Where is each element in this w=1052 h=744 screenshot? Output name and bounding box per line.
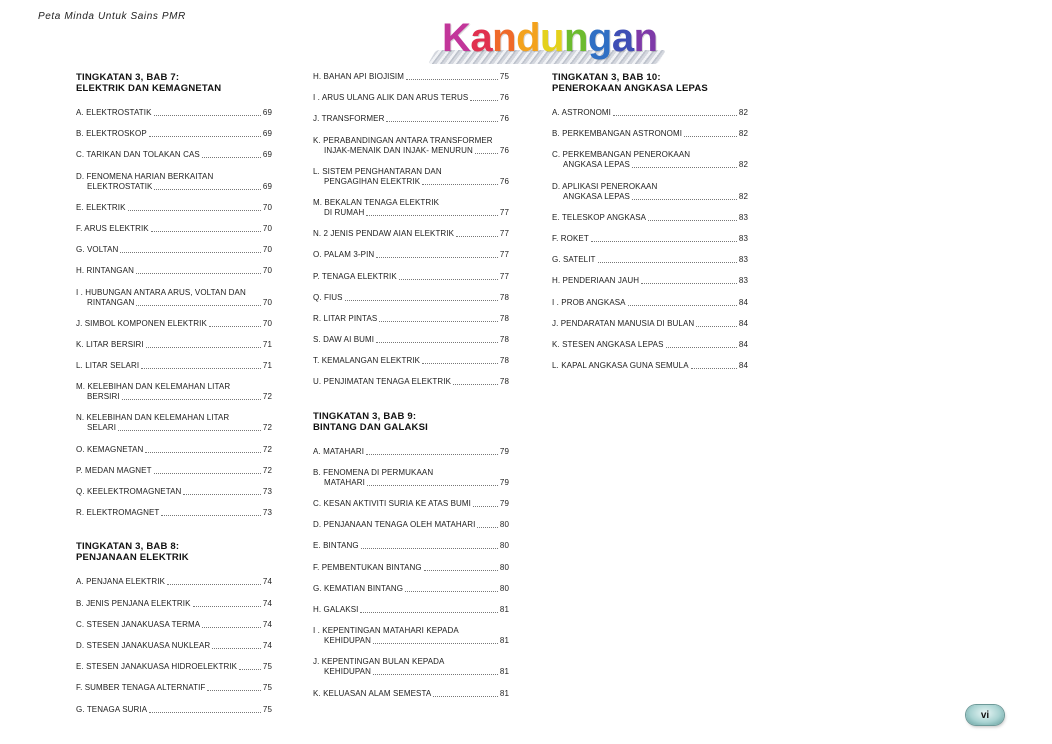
toc-entry-title: J. TRANSFORMER: [313, 114, 385, 124]
toc-entry-title: I . ARUS ULANG ALIK DAN ARUS TERUS: [313, 93, 469, 103]
toc-entry-title: A. ELEKTROSTATIK: [76, 108, 152, 117]
toc-list-bab-9: [313, 447, 509, 699]
toc-entry-page-number: 74: [262, 577, 272, 587]
toc-entry-page-number: 76: [499, 176, 509, 186]
dot-leader: [648, 219, 737, 221]
toc-entry[interactable]: [552, 182, 748, 202]
toc-entry[interactable]: [76, 413, 272, 433]
toc-entry[interactable]: [313, 563, 509, 573]
toc-entry-title: G. VOLTAN: [76, 245, 119, 255]
toc-entry-page-number: 82: [738, 108, 748, 117]
dot-leader: [149, 711, 261, 713]
toc-entry[interactable]: [76, 245, 272, 255]
toc-entry[interactable]: [313, 93, 509, 103]
toc-entry-title: M. KELEBIHAN DAN KELEMAHAN LITAR: [76, 382, 231, 392]
toc-entry-page-number: 77: [499, 229, 509, 239]
toc-entry-page-number: 84: [738, 297, 748, 307]
toc-entry[interactable]: [313, 541, 509, 551]
toc-entry-page-number: 70: [262, 245, 272, 255]
toc-entry-title-continued: MATAHARI: [324, 477, 365, 487]
toc-entry-title: H. PENDERIAAN JAUH: [552, 276, 640, 286]
toc-entry[interactable]: [313, 499, 509, 509]
toc-entry-title: H. RINTANGAN: [76, 266, 134, 276]
toc-entry-title: L. KAPAL ANGKASA GUNA SEMULA: [552, 361, 689, 371]
toc-entry[interactable]: [76, 599, 272, 609]
dot-leader: [239, 668, 261, 670]
toc-entry-title: C. TARIKAN DAN TOLAKAN CAS: [76, 150, 200, 160]
toc-list-bab-8-part-1: [76, 577, 272, 714]
dot-leader: [598, 261, 737, 263]
section-heading-bab-8: TINGKATAN 3, BAB 8: PENJANAAN ELEKTRIK: [76, 541, 189, 564]
toc-entry-page-number: 69: [262, 129, 272, 139]
toc-entry-title: K. PERABANDINGAN ANTARA TRANSFORMER: [313, 135, 493, 145]
toc-entry-page-number: 77: [499, 250, 509, 260]
dot-leader: [473, 505, 498, 507]
toc-entry[interactable]: [552, 276, 748, 286]
toc-entry[interactable]: [76, 319, 272, 329]
dot-leader: [666, 346, 737, 348]
dot-leader: [591, 240, 737, 242]
toc-entry[interactable]: [76, 108, 272, 118]
section-heading-bab-9: TINGKATAN 3, BAB 9: BINTANG DAN GALAKSI: [313, 410, 428, 433]
toc-entry[interactable]: [76, 620, 272, 630]
toc-entry-title: K. KELUASAN ALAM SEMESTA: [313, 688, 432, 698]
toc-entry-title: U. PENJIMATAN TENAGA ELEKTRIK: [313, 377, 452, 387]
dot-leader: [154, 188, 260, 190]
title-text: [442, 16, 658, 60]
toc-entry-page-number: 81: [499, 667, 509, 677]
toc-entry-title: I . HUBUNGAN ANTARA ARUS, VOLTAN DAN: [76, 287, 246, 297]
dot-leader: [146, 346, 261, 348]
toc-entry[interactable]: [313, 605, 509, 615]
toc-entry-title: F. ARUS ELEKTRIK: [76, 223, 149, 233]
toc-entry-page-number: 81: [499, 636, 509, 646]
toc-entry[interactable]: [552, 129, 748, 139]
toc-entry[interactable]: [313, 198, 509, 218]
toc-entry-page-number: 77: [499, 271, 509, 281]
toc-entry-page-number: 76: [499, 145, 509, 155]
toc-entry-title-continued: ELEKTROSTATIK: [87, 181, 153, 191]
title-letter: d: [516, 16, 541, 60]
dot-leader: [613, 114, 737, 116]
toc-entry-title: J. KEPENTINGAN BULAN KEPADA: [313, 657, 445, 667]
dot-leader: [207, 689, 260, 691]
toc-entry[interactable]: [313, 520, 509, 530]
toc-entry[interactable]: [76, 172, 272, 192]
toc-entry-title-continued: KEHIDUPAN: [324, 636, 371, 646]
toc-entry-title: C. KESAN AKTIVITI SURIA KE ATAS BUMI: [313, 499, 472, 508]
dot-leader: [399, 278, 498, 280]
dot-leader: [366, 453, 498, 455]
toc-entry-page-number: 75: [262, 683, 272, 693]
toc-entry-page-number: 80: [499, 562, 509, 572]
section-heading-bab-7: TINGKATAN 3, BAB 7: ELEKTRIK DAN KEMAGNETAN: [76, 72, 222, 94]
toc-entry[interactable]: [76, 266, 272, 276]
toc-entry-title: M. BEKALAN TENAGA ELEKTRIK: [313, 197, 440, 207]
toc-entry[interactable]: [313, 626, 509, 646]
toc-entry[interactable]: [76, 361, 272, 371]
toc-entry[interactable]: [76, 641, 272, 651]
dot-leader: [406, 78, 498, 80]
toc-entry-page-number: 80: [499, 583, 509, 593]
toc-entry-title: B. ELEKTROSKOP: [76, 129, 147, 139]
toc-entry-title: D. APLIKASI PENEROKAAN: [552, 181, 658, 191]
toc-entry[interactable]: [313, 377, 509, 387]
toc-entry[interactable]: [76, 288, 272, 308]
toc-entry-title: J. PENDARATAN MANUSIA DI BULAN: [552, 318, 695, 328]
toc-entry-title: L. LITAR SELARI: [76, 361, 140, 371]
toc-entry-title-continued: INJAK-MENAIK DAN INJAK- MENURUN: [324, 145, 473, 155]
toc-entry-page-number: 78: [499, 377, 509, 387]
toc-list-bab-7: [76, 108, 272, 518]
dot-leader: [477, 526, 497, 528]
toc-entry-page-number: 83: [738, 233, 748, 243]
dot-leader: [379, 320, 498, 322]
toc-entry-page-number: 72: [262, 392, 272, 402]
page-title: [418, 16, 678, 68]
toc-column-2: [313, 72, 509, 710]
toc-entry-page-number: 81: [499, 604, 509, 614]
toc-entry-page-number: 82: [738, 191, 748, 201]
toc-entry-title-continued: ANGKASA LEPAS: [563, 191, 630, 201]
toc-entry-page-number: 79: [499, 499, 509, 508]
toc-entry-page-number: 76: [499, 93, 509, 103]
dot-leader: [360, 611, 497, 613]
toc-entry[interactable]: [76, 340, 272, 350]
toc-entry-title: K. STESEN ANGKASA LEPAS: [552, 339, 664, 349]
toc-entry-title: P. TENAGA ELEKTRIK: [313, 271, 397, 281]
toc-entry-title: H. BAHAN API BIOJISIM: [313, 72, 405, 81]
toc-entry-page-number: 78: [499, 292, 509, 302]
toc-entry-page-number: 76: [499, 114, 509, 124]
dot-leader: [345, 299, 498, 301]
toc-entry-page-number: 84: [738, 318, 748, 328]
dot-leader: [424, 569, 498, 571]
toc-entry-page-number: 82: [738, 129, 748, 139]
toc-entry-page-number: 79: [499, 477, 509, 487]
dot-leader: [632, 198, 737, 200]
toc-entry[interactable]: [552, 150, 748, 170]
toc-entry[interactable]: [76, 705, 272, 715]
dot-leader: [202, 156, 261, 158]
dot-leader: [628, 304, 737, 306]
dot-leader: [154, 472, 261, 474]
toc-entry-title: F. PEMBENTUKAN BINTANG: [313, 562, 422, 572]
toc-entry-page-number: 70: [262, 266, 272, 276]
dot-leader: [632, 166, 737, 168]
toc-entry[interactable]: [313, 356, 509, 366]
toc-entry-page-number: 79: [499, 446, 509, 456]
dot-leader: [149, 135, 261, 137]
toc-entry-page-number: 73: [262, 508, 272, 518]
toc-entry[interactable]: [552, 361, 748, 371]
toc-entry-page-number: 72: [262, 423, 272, 433]
toc-entry-title: N. 2 JENIS PENDAW AIAN ELEKTRIK: [313, 229, 455, 239]
toc-entry-page-number: 80: [499, 541, 509, 551]
running-head: Peta Minda Untuk Sains PMR: [38, 11, 186, 22]
dot-leader: [209, 325, 261, 327]
toc-entry-page-number: 81: [499, 688, 509, 698]
title-letter: u: [540, 16, 564, 60]
title-letter: n: [633, 16, 658, 60]
toc-entry[interactable]: [313, 314, 509, 324]
toc-entry-title: T. KEMALANGAN ELEKTRIK: [313, 356, 421, 366]
dot-leader: [376, 256, 498, 258]
toc-entry[interactable]: [76, 577, 272, 587]
toc-entry-page-number: 74: [262, 619, 272, 629]
dot-leader: [386, 120, 497, 122]
toc-entry-title-continued: RINTANGAN: [87, 297, 135, 307]
toc-entry-title-continued: SELARI: [87, 423, 117, 433]
toc-entry[interactable]: [76, 382, 272, 402]
toc-entry-title: P. MEDAN MAGNET: [76, 465, 152, 475]
toc-entry-title: D. STESEN JANAKUASA NUKLEAR: [76, 640, 211, 650]
toc-entry[interactable]: [313, 293, 509, 303]
toc-entry-title: D. FENOMENA HARIAN BERKAITAN: [76, 171, 214, 181]
dot-leader: [684, 135, 737, 137]
toc-entry-title: B. JENIS PENJANA ELEKTRIK: [76, 598, 191, 608]
toc-entry[interactable]: [313, 468, 509, 488]
toc-entry-title: F. ROKET: [552, 233, 589, 243]
toc-entry-page-number: 83: [738, 276, 748, 286]
toc-entry-page-number: 82: [738, 160, 748, 170]
dot-leader: [367, 484, 498, 486]
toc-entry-title: R. ELEKTROMAGNET: [76, 508, 160, 518]
toc-entry-page-number: 70: [262, 223, 272, 233]
toc-entry-title: Q. KEELEKTROMAGNETAN: [76, 487, 182, 496]
dot-leader: [154, 114, 261, 116]
toc-entry-page-number: 70: [262, 297, 272, 307]
toc-entry-title: G. SATELIT: [552, 255, 596, 265]
toc-entry[interactable]: [552, 213, 748, 223]
toc-entry[interactable]: [76, 683, 272, 693]
dot-leader: [470, 99, 498, 101]
toc-entry[interactable]: [76, 150, 272, 160]
toc-entry[interactable]: [313, 272, 509, 282]
toc-entry-page-number: 70: [262, 202, 272, 212]
dot-leader: [141, 367, 261, 369]
dot-leader: [373, 642, 498, 644]
toc-entry-page-number: 69: [262, 108, 272, 117]
toc-entry[interactable]: [313, 447, 509, 457]
toc-entry-page-number: 77: [499, 207, 509, 217]
title-letter: K: [442, 16, 471, 60]
toc-entry[interactable]: [552, 234, 748, 244]
toc-entry-page-number: 83: [738, 255, 748, 265]
toc-entry[interactable]: [76, 203, 272, 213]
toc-entry-page-number: 75: [262, 704, 272, 714]
dot-leader: [151, 230, 261, 232]
dot-leader: [212, 647, 261, 649]
dot-leader: [405, 590, 498, 592]
toc-entry-title: F. SUMBER TENAGA ALTERNATIF: [76, 683, 206, 693]
toc-entry[interactable]: [552, 108, 748, 118]
dot-leader: [183, 493, 260, 495]
toc-entry-page-number: 83: [738, 212, 748, 222]
dot-leader: [161, 514, 261, 516]
dot-leader: [128, 209, 261, 211]
title-letter: n: [492, 16, 517, 60]
dot-leader: [696, 325, 737, 327]
toc-entry-title: E. STESEN JANAKUASA HIDROELEKTRIK: [76, 662, 238, 672]
toc-entry[interactable]: [313, 584, 509, 594]
toc-entry-title-continued: BERSIRI: [87, 392, 120, 402]
dot-leader: [118, 429, 261, 431]
toc-entry-title: E. ELEKTRIK: [76, 202, 126, 212]
dot-leader: [122, 398, 261, 400]
toc-entry-title-continued: DI RUMAH: [324, 207, 365, 217]
toc-entry-title: C. PERKEMBANGAN PENEROKAAN: [552, 150, 691, 160]
title-letter: a: [470, 16, 493, 60]
toc-entry-page-number: 75: [262, 662, 272, 672]
toc-entry-page-number: 72: [262, 444, 272, 454]
toc-entry-title: J. SIMBOL KOMPONEN ELEKTRIK: [76, 318, 207, 328]
dot-leader: [422, 183, 498, 185]
toc-entry-title-continued: PENGAGIHAN ELEKTRIK: [324, 176, 421, 186]
toc-column-1: [76, 72, 272, 726]
toc-entry-title: B. FENOMENA DI PERMUKAAN: [313, 467, 434, 477]
toc-entry-title-continued: ANGKASA LEPAS: [563, 160, 630, 170]
toc-entry[interactable]: [313, 114, 509, 124]
section-heading-bab-10: TINGKATAN 3, BAB 10: PENEROKAAN ANGKASA LEPAS: [552, 72, 708, 94]
dot-leader: [373, 673, 498, 675]
toc-entry-title: E. BINTANG: [313, 541, 359, 551]
toc-entry[interactable]: [313, 689, 509, 699]
toc-entry[interactable]: [313, 229, 509, 239]
toc-entry-title: K. LITAR BERSIRI: [76, 339, 144, 349]
dot-leader: [136, 304, 260, 306]
toc-entry-title: G. TENAGA SURIA: [76, 704, 148, 714]
dot-leader: [475, 152, 498, 154]
toc-entry-title: O. KEMAGNETAN: [76, 444, 144, 454]
dot-leader: [136, 272, 261, 274]
title-letter: g: [587, 16, 612, 60]
dot-leader: [120, 251, 261, 253]
toc-entry-page-number: 80: [499, 520, 509, 530]
toc-entry[interactable]: [76, 508, 272, 518]
toc-entry-page-number: 75: [499, 72, 509, 81]
toc-entry[interactable]: [552, 319, 748, 329]
dot-leader: [641, 282, 737, 284]
title-letter: n: [563, 16, 588, 60]
toc-column-3: [552, 72, 748, 382]
page-number-badge: vi: [966, 705, 1004, 725]
toc-entry-page-number: 71: [262, 361, 272, 371]
toc-entry[interactable]: [313, 250, 509, 260]
toc-entry-title: I . PROB ANGKASA: [552, 297, 626, 307]
toc-entry-title: O. PALAM 3-PIN: [313, 250, 375, 260]
toc-entry-page-number: 74: [262, 640, 272, 650]
toc-entry-page-number: 84: [738, 361, 748, 371]
dot-leader: [433, 695, 498, 697]
toc-list-bab-10: [552, 108, 748, 371]
toc-entry[interactable]: [313, 657, 509, 677]
toc-entry-page-number: 78: [499, 335, 509, 345]
toc-entry[interactable]: [552, 255, 748, 265]
toc-entry-page-number: 69: [262, 181, 272, 191]
toc-entry[interactable]: [76, 129, 272, 139]
toc-entry[interactable]: [76, 487, 272, 497]
dot-leader: [361, 547, 498, 549]
toc-entry-title: I . KEPENTINGAN MATAHARI KEPADA: [313, 626, 459, 636]
toc-entry-title: S. DAW AI BUMI: [313, 335, 375, 345]
toc-list-bab-8-part-2: [313, 72, 509, 387]
dot-leader: [453, 383, 498, 385]
toc-entry[interactable]: [313, 72, 509, 82]
toc-entry-page-number: 71: [262, 339, 272, 349]
dot-leader: [691, 367, 737, 369]
toc-entry-title: N. KELEBIHAN DAN KELEMAHAN LITAR: [76, 413, 230, 423]
title-letter: a: [611, 16, 634, 60]
toc-entry[interactable]: [76, 466, 272, 476]
toc-entry-page-number: 69: [262, 150, 272, 160]
toc-entry-title: B. PERKEMBANGAN ASTRONOMI: [552, 129, 683, 139]
dot-leader: [376, 341, 498, 343]
toc-entry-title: H. GALAKSI: [313, 604, 359, 614]
toc-entry[interactable]: [552, 340, 748, 350]
dot-leader: [456, 235, 498, 237]
dot-leader: [145, 451, 261, 453]
toc-entry[interactable]: [76, 224, 272, 234]
toc-entry[interactable]: [76, 445, 272, 455]
toc-entry-page-number: 78: [499, 356, 509, 366]
dot-leader: [193, 605, 261, 607]
dot-leader: [167, 583, 261, 585]
toc-entry-title: A. PENJANA ELEKTRIK: [76, 577, 166, 587]
toc-entry-title: A. ASTRONOMI: [552, 108, 611, 117]
toc-entry-title: A. MATAHARI: [313, 446, 365, 456]
toc-entry[interactable]: [552, 298, 748, 308]
toc-entry-title: Q. FIUS: [313, 292, 343, 302]
dot-leader: [422, 362, 498, 364]
toc-entry-title: C. STESEN JANAKUASA TERMA: [76, 619, 201, 629]
toc-entry-page-number: 72: [262, 465, 272, 475]
toc-entry[interactable]: [76, 662, 272, 672]
dot-leader: [366, 214, 498, 216]
toc-entry-title: D. PENJANAAN TENAGA OLEH MATAHARI: [313, 520, 476, 530]
toc-entry-title: E. TELESKOP ANGKASA: [552, 212, 647, 222]
toc-entry[interactable]: [313, 335, 509, 345]
toc-entry[interactable]: [313, 136, 509, 156]
toc-entry-page-number: 70: [262, 318, 272, 328]
toc-entry-title: G. KEMATIAN BINTANG: [313, 583, 404, 593]
toc-entry-title: R. LITAR PINTAS: [313, 313, 378, 323]
dot-leader: [202, 626, 261, 628]
toc-entry-page-number: 84: [738, 339, 748, 349]
toc-entry-title: L. SISTEM PENGHANTARAN DAN: [313, 166, 442, 176]
toc-entry[interactable]: [313, 167, 509, 187]
toc-entry-page-number: 78: [499, 313, 509, 323]
toc-entry-page-number: 74: [262, 598, 272, 608]
toc-entry-page-number: 73: [262, 487, 272, 496]
toc-entry-title-continued: KEHIDUPAN: [324, 667, 371, 677]
